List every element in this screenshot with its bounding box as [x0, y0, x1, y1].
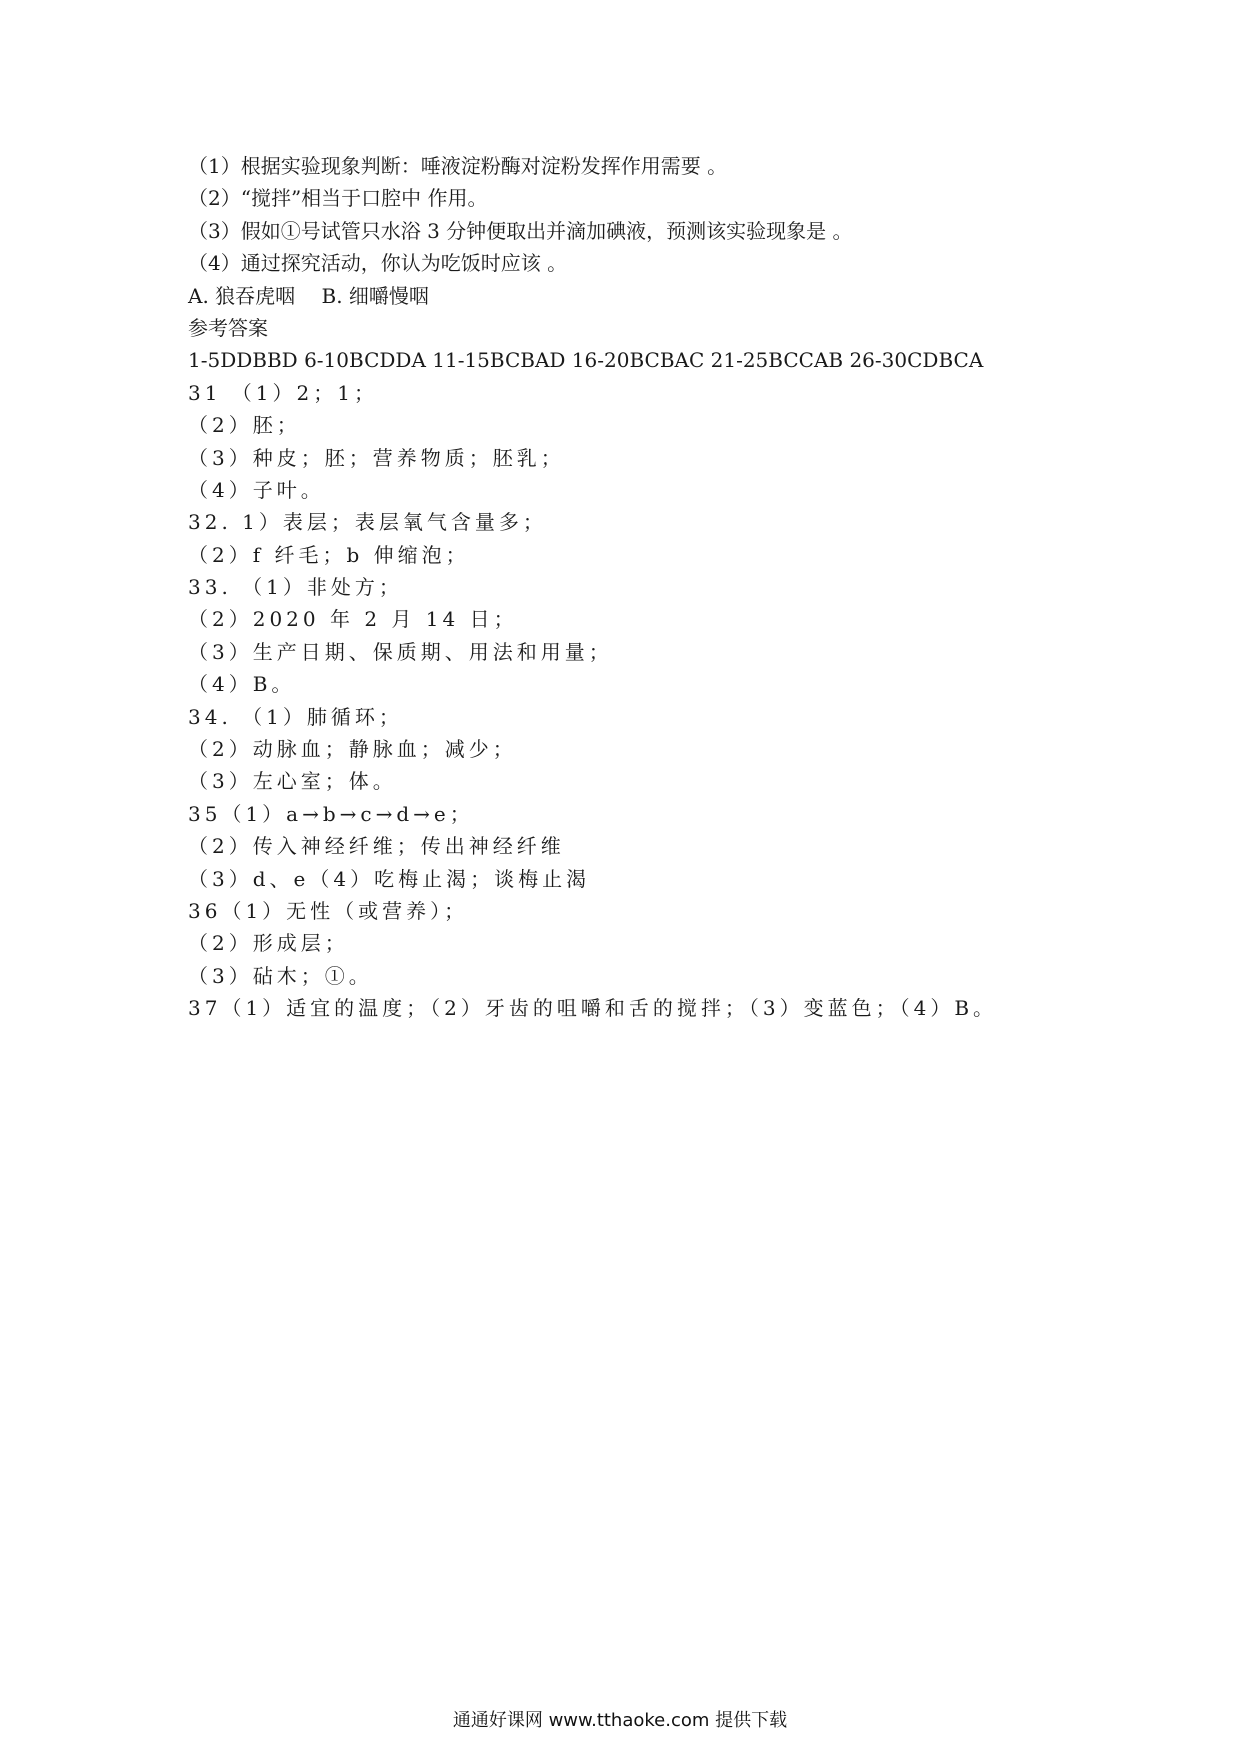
answer-heading: 参考答案	[188, 315, 268, 340]
answer-37: 37（1）适宜的温度；（2）牙齿的咀嚼和舌的搅拌；（3）变蓝色；（4）B。	[188, 996, 998, 1021]
answer-32-2: （2）f 纤毛；b 伸缩泡；	[188, 542, 470, 567]
question-1-line: （1）根据实验现象判断：唾液淀粉酶对淀粉发挥作用需要 。	[188, 154, 728, 178]
answer-31-2: （2）胚；	[188, 413, 301, 438]
answer-31-4: （4）子叶。	[188, 477, 325, 502]
answer-36-3: （3）砧木；①。	[188, 963, 373, 988]
answer-34-3: （3）左心室；体。	[188, 769, 397, 794]
answer-33-4: （4）B。	[188, 672, 296, 697]
question-4-line: （4）通过探究活动，你认为吃饭时应该 。	[188, 251, 568, 276]
answer-33-1: 33. （1）非处方；	[188, 575, 403, 600]
answer-35-3: （3）d、e（4）吃梅止渴；谈梅止渴	[188, 866, 591, 891]
answer-33-3: （3）生产日期、保质期、用法和用量；	[188, 639, 613, 664]
answer-34-2: （2）动脉血；静脉血；减少；	[188, 737, 517, 762]
answer-34-1: 34. （1）肺循环；	[188, 704, 403, 729]
answer-36-1: 36（1）无性（或营养）；	[188, 898, 469, 923]
answer-32-1: 32. 1）表层；表层氧气含量多；	[188, 510, 547, 535]
document-body	[188, 150, 1088, 1025]
footer-text: 通通好课网 www.tthaoke.com 提供下载	[452, 1710, 788, 1731]
answer-36-2: （2）形成层；	[188, 931, 349, 956]
answer-33-2: （2）2020 年 2 月 14 日；	[188, 607, 518, 632]
options-line: A. 狼吞虎咽 B. 细嚼慢咽	[188, 283, 429, 308]
answer-35-2: （2）传入神经纤维；传出神经纤维	[188, 834, 565, 859]
answer-31-3: （3）种皮；胚；营养物质；胚乳；	[188, 445, 565, 470]
choice-answers-line: 1-5DDBBD 6-10BCDDA 11-15BCBAD 16-20BCBAC 21-25BCCAB 26-30CDBCA	[188, 348, 984, 373]
question-3-line: （3）假如①号试管只水浴 3 分钟便取出并滴加碘液，预测该实验现象是 。	[188, 218, 853, 243]
answer-35-1: 35（1）a→b→c→d→e；	[188, 801, 474, 826]
question-2-line: （2）“搅拌”相当于口腔中 作用。	[188, 186, 488, 211]
answer-31-1: 31 （1）2；1；	[188, 380, 378, 405]
